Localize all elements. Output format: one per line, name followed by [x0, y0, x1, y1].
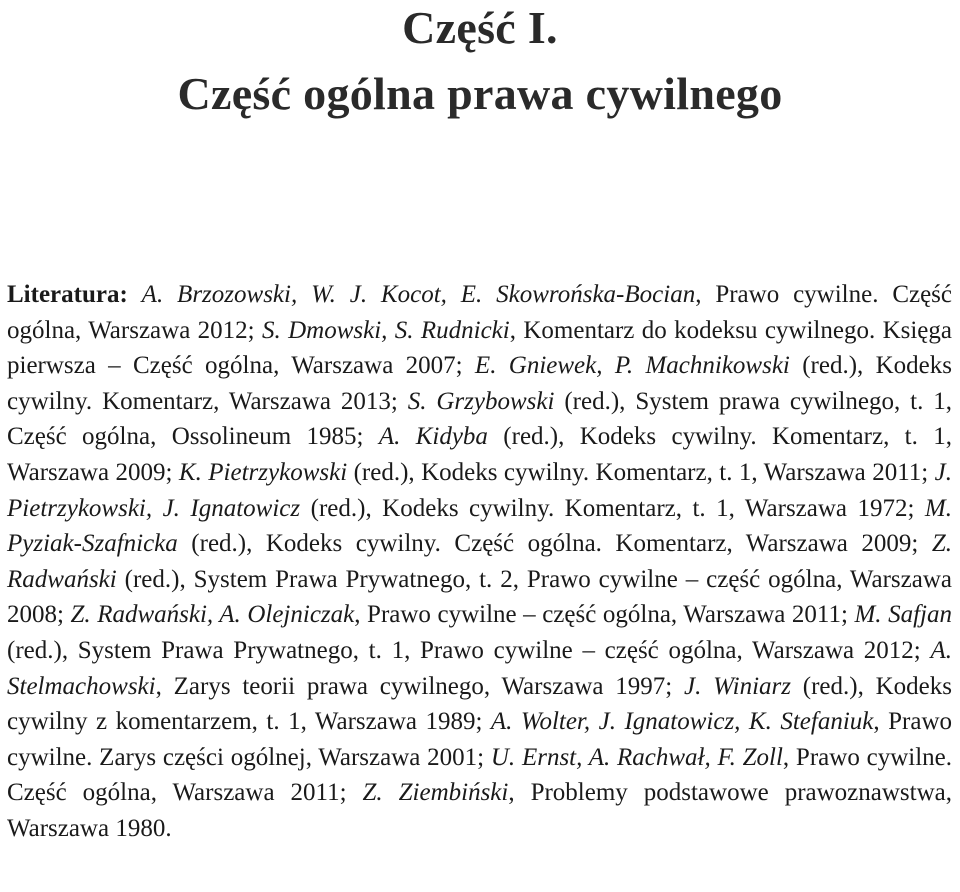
- reference-details: , Prawo cywilne. Część ogólna, Warszawa 2012;: [7, 281, 953, 344]
- reference-author: A. Brzozowski, W. J. Kocot, E. Skowrońska-Bocian: [141, 281, 696, 308]
- reference-details: , Komentarz do kodeksu cywilnego. Księga pierwsza – Część ogólna, Warszawa 2007;: [7, 316, 952, 380]
- reference-author: J. Winiarz: [684, 672, 791, 700]
- part-title: Część ogólna prawa cywilnego: [177, 68, 783, 119]
- reference-details: (red.), Kodeks cywilny. Komentarz, t. 1, Warszawa 1972;: [300, 494, 925, 522]
- reference-details: (red.), Kodeks cywilny. Część ogólna. Komentarz, Warszawa 2009;: [177, 530, 932, 558]
- reference-author: U. Ernst, A. Rachwał, F. Zoll: [490, 743, 783, 771]
- reference-details: , Prawo cywilne. Zarys części ogólnej, Warszawa 2001;: [7, 708, 952, 771]
- part-heading: Część I.: [402, 2, 558, 53]
- reference-details: (red.), Kodeks cywilny. Komentarz, t. 1, Warszawa 2011;: [347, 458, 935, 486]
- reference-author: S. Dmowski, S. Rudnicki: [261, 316, 510, 344]
- reference-author: E. Gniewek, P. Machnikowski: [474, 352, 790, 380]
- reference-details: (red.), Kodeks cywilny. Komentarz, t. 1, Warszawa 2009;: [7, 423, 952, 486]
- reference-details: , Prawo cywilne. Część ogólna, Warszawa 2011;: [7, 743, 952, 807]
- reference-author: Z. Radwański, A. Olejniczak: [70, 601, 355, 629]
- reference-author: A. Kidyba: [378, 423, 488, 451]
- reference-item: [179, 459, 935, 486]
- reference-author: Z. Radwański: [7, 530, 952, 593]
- reference-details: (red.), System prawa cywilnego, t. 1, Część ogólna, Ossolineum 1985;: [7, 387, 952, 451]
- reference-details: , Zarys teorii prawa cywilnego, Warszawa 1997;: [155, 672, 685, 700]
- reference-author: A. Stelmachowski: [7, 636, 952, 700]
- literature-label: Literatura:: [7, 281, 128, 308]
- reference-details: (red.), System Prawa Prywatnego, t. 2, Prawo cywilne – część ogólna, Warszawa 2008;: [7, 565, 952, 629]
- reference-author: S. Grzybowski: [407, 387, 555, 415]
- reference-item: [71, 601, 855, 628]
- reference-details: (red.), Kodeks cywilny z komentarzem, t. 1, Warszawa 1989;: [7, 672, 952, 736]
- reference-list: [7, 281, 952, 842]
- reference-details: (red.), System Prawa Prywatnego, t. 1, Prawo cywilne – część ogólna, Warszawa 2012;: [7, 636, 931, 664]
- reference-author: M. Pyziak-Szafnicka: [7, 494, 952, 558]
- reference-author: Z. Ziembiński: [362, 779, 509, 807]
- reference-details: , Problemy podstawowe prawoznawstwa, Warszawa 1980.: [7, 779, 952, 842]
- reference-details: (red.), Kodeks cywilny. Komentarz, Warszawa 2013;: [7, 352, 952, 415]
- reference-author: A. Wolter, J. Ignatowicz, K. Stefaniuk: [490, 708, 874, 736]
- reference-author: M. Safjan: [854, 601, 953, 629]
- reference-author: J. Pietrzykowski, J. Ignatowicz: [7, 458, 953, 522]
- literature-paragraph: [7, 277, 952, 847]
- reference-author: K. Pietrzykowski: [178, 458, 348, 486]
- reference-details: , Prawo cywilne – część ogólna, Warszawa 2011;: [354, 601, 855, 629]
